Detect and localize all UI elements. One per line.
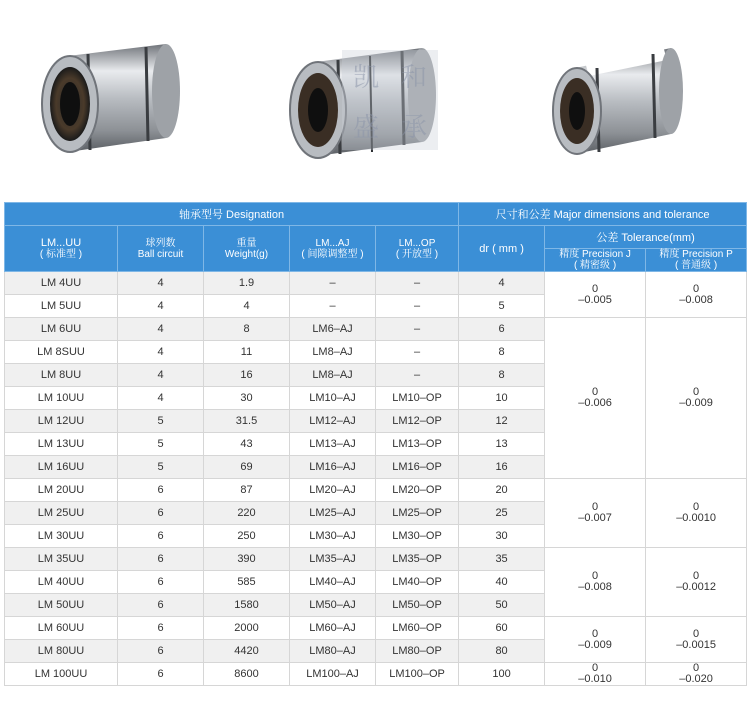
tolerance-lower: –0.0010: [676, 512, 716, 524]
product-photos: [0, 0, 750, 200]
cell-op-model: LM13–OP: [376, 433, 459, 456]
cell-ball-circuit: 4: [118, 318, 204, 341]
col-header-op-sub: ( 开放型 ): [395, 248, 439, 260]
cell-model: LM 20UU: [5, 479, 118, 502]
tolerance-upper: 0: [592, 662, 599, 674]
cell-ball-circuit: 5: [118, 456, 204, 479]
tolerance-lower: –0.007: [578, 512, 612, 524]
cell-ball-circuit: 6: [118, 479, 204, 502]
watermark-char: 凯: [352, 62, 379, 93]
tolerance-cell-j: [545, 272, 646, 318]
cell-dr: 20: [459, 479, 545, 502]
major-dimensions-header: 尺寸和公差 Major dimensions and tolerance: [459, 203, 747, 226]
cell-weight: 69: [204, 456, 290, 479]
cell-dr: 25: [459, 502, 545, 525]
cell-weight: 30: [204, 387, 290, 410]
designation-header: 轴承型号 Designation: [5, 203, 459, 226]
cell-op-model: LM20–OP: [376, 479, 459, 502]
cell-weight: 11: [204, 341, 290, 364]
cell-aj-model: LM20–AJ: [290, 479, 376, 502]
cell-model: LM 35UU: [5, 548, 118, 571]
table-row: [5, 663, 747, 686]
col-header-precision-j-label: 精度 Precision J: [559, 249, 631, 260]
tolerance-lower: –0.006: [578, 397, 612, 409]
tolerance-upper: 0: [592, 501, 599, 513]
tolerance-lower: –0.008: [679, 293, 713, 306]
cell-dr: 4: [459, 272, 545, 295]
col-header-model-sub: ( 标准型 ): [39, 249, 83, 260]
tolerance-upper: 0: [592, 386, 599, 398]
col-header-precision-j: [545, 249, 646, 272]
cell-model: LM 10UU: [5, 387, 118, 410]
cell-op-model: –: [376, 318, 459, 341]
cell-weight: 16: [204, 364, 290, 387]
watermark-char: 盛: [352, 112, 379, 143]
tolerance-lower: –0.020: [679, 673, 713, 685]
cell-model: LM 12UU: [5, 410, 118, 433]
tolerance-cell-p: [646, 663, 747, 686]
specification-table: [4, 202, 747, 686]
col-header-dr: dr ( mm ): [459, 226, 545, 272]
col-header-precision-p-label: 精度 Precision P: [659, 249, 733, 260]
tolerance-lower: –0.009: [679, 397, 713, 409]
cell-weight: 87: [204, 479, 290, 502]
cell-dr: 80: [459, 640, 545, 663]
col-header-aj: [290, 226, 376, 272]
tolerance-header: 公差 Tolerance(mm): [545, 226, 747, 249]
tolerance-upper: 0: [592, 627, 599, 640]
cell-aj-model: LM8–AJ: [290, 364, 376, 387]
cell-ball-circuit: 4: [118, 364, 204, 387]
cell-dr: 60: [459, 617, 545, 640]
cell-aj-model: LM8–AJ: [290, 341, 376, 364]
cell-aj-model: LM30–AJ: [290, 525, 376, 548]
tolerance-upper: 0: [693, 501, 700, 513]
cell-weight: 31.5: [204, 410, 290, 433]
cell-dr: 6: [459, 318, 545, 341]
cell-dr: 50: [459, 594, 545, 617]
cell-aj-model: LM12–AJ: [290, 410, 376, 433]
cell-model: LM 8UU: [5, 364, 118, 387]
cell-model: LM 80UU: [5, 640, 118, 663]
tolerance-cell-j: [545, 617, 646, 663]
cell-dr: 8: [459, 341, 545, 364]
col-header-op: [376, 226, 459, 272]
cell-dr: 8: [459, 364, 545, 387]
cell-op-model: LM30–OP: [376, 525, 459, 548]
col-header-weight-label: 重量: [236, 237, 257, 249]
cell-aj-model: LM50–AJ: [290, 594, 376, 617]
table-row: [5, 318, 747, 341]
col-header-weight-sub: Weight(g): [224, 248, 269, 260]
tolerance-upper: 0: [693, 386, 700, 398]
cell-weight: 220: [204, 502, 290, 525]
cell-model: LM 8SUU: [5, 341, 118, 364]
tolerance-cell-j: [545, 479, 646, 548]
cell-dr: 5: [459, 295, 545, 318]
tolerance-upper: 0: [592, 570, 599, 582]
cell-dr: 13: [459, 433, 545, 456]
tolerance-upper: 0: [592, 282, 599, 295]
cell-model: LM 4UU: [5, 272, 118, 295]
cell-ball-circuit: 6: [118, 594, 204, 617]
tolerance-cell-p: [646, 548, 747, 617]
tolerance-cell-j: [545, 548, 646, 617]
col-header-ball: [118, 226, 204, 272]
cell-ball-circuit: 4: [118, 295, 204, 318]
cell-ball-circuit: 4: [118, 341, 204, 364]
tolerance-lower: –0.009: [578, 638, 612, 651]
cell-op-model: LM12–OP: [376, 410, 459, 433]
tolerance-lower: –0.0012: [676, 581, 716, 593]
cell-model: LM 5UU: [5, 295, 118, 318]
cell-weight: 8600: [204, 663, 290, 686]
cell-ball-circuit: 4: [118, 272, 204, 295]
cell-aj-model: LM35–AJ: [290, 548, 376, 571]
tolerance-cell-p: [646, 617, 747, 663]
cell-model: LM 16UU: [5, 456, 118, 479]
cell-aj-model: LM80–AJ: [290, 640, 376, 663]
cell-weight: 2000: [204, 617, 290, 640]
cell-op-model: LM50–OP: [376, 594, 459, 617]
tolerance-upper: 0: [693, 662, 700, 674]
col-header-model-label: LM...UU: [40, 237, 82, 249]
cell-ball-circuit: 5: [118, 410, 204, 433]
cell-op-model: –: [376, 364, 459, 387]
col-header-aj-label: LM...AJ: [315, 237, 350, 249]
cell-ball-circuit: 6: [118, 548, 204, 571]
cell-weight: 43: [204, 433, 290, 456]
table-row: [5, 479, 747, 502]
cell-weight: 390: [204, 548, 290, 571]
col-header-op-label: LM...OP: [398, 237, 436, 249]
cell-model: LM 30UU: [5, 525, 118, 548]
cell-weight: 585: [204, 571, 290, 594]
cell-model: LM 60UU: [5, 617, 118, 640]
cell-aj-model: LM6–AJ: [290, 318, 376, 341]
cell-op-model: LM40–OP: [376, 571, 459, 594]
cell-model: LM 100UU: [5, 663, 118, 686]
cell-dr: 16: [459, 456, 545, 479]
cell-ball-circuit: 5: [118, 433, 204, 456]
cell-op-model: LM100–OP: [376, 663, 459, 686]
cell-aj-model: –: [290, 272, 376, 295]
cell-model: LM 25UU: [5, 502, 118, 525]
cell-op-model: –: [376, 272, 459, 295]
tolerance-cell-j: [545, 663, 646, 686]
tolerance-lower: –0.010: [578, 673, 612, 685]
cell-dr: 35: [459, 548, 545, 571]
cell-aj-model: –: [290, 295, 376, 318]
tolerance-lower: –0.008: [578, 581, 612, 593]
cell-op-model: –: [376, 295, 459, 318]
cell-op-model: LM10–OP: [376, 387, 459, 410]
cell-op-model: LM16–OP: [376, 456, 459, 479]
cell-dr: 12: [459, 410, 545, 433]
cell-weight: 8: [204, 318, 290, 341]
tolerance-lower: –0.005: [578, 293, 612, 306]
cell-op-model: LM25–OP: [376, 502, 459, 525]
cell-op-model: LM60–OP: [376, 617, 459, 640]
tolerance-cell-p: [646, 318, 747, 479]
cell-dr: 30: [459, 525, 545, 548]
col-header-weight: [204, 226, 290, 272]
cell-aj-model: LM13–AJ: [290, 433, 376, 456]
tolerance-cell-j: [545, 318, 646, 479]
cell-weight: 4420: [204, 640, 290, 663]
cell-op-model: LM80–OP: [376, 640, 459, 663]
tolerance-cell-p: [646, 272, 747, 318]
cell-aj-model: LM100–AJ: [290, 663, 376, 686]
cell-weight: 1580: [204, 594, 290, 617]
cell-weight: 4: [204, 295, 290, 318]
col-header-aj-sub: ( 间隙调整型 ): [301, 248, 364, 260]
cell-ball-circuit: 6: [118, 663, 204, 686]
cell-ball-circuit: 6: [118, 640, 204, 663]
col-header-precision-j-sub: ( 精密级 ): [573, 260, 617, 271]
tolerance-upper: 0: [693, 282, 700, 295]
tolerance-upper: 0: [693, 570, 700, 582]
tolerance-cell-p: [646, 479, 747, 548]
table-row: [5, 548, 747, 571]
cell-dr: 10: [459, 387, 545, 410]
cell-model: LM 40UU: [5, 571, 118, 594]
table-row: [5, 617, 747, 640]
cell-op-model: LM35–OP: [376, 548, 459, 571]
watermark-logo: [342, 50, 438, 150]
col-header-precision-p: [646, 249, 747, 272]
cell-dr: 100: [459, 663, 545, 686]
cell-model: LM 6UU: [5, 318, 118, 341]
cell-op-model: –: [376, 341, 459, 364]
table-row: [5, 272, 747, 295]
cell-aj-model: LM40–AJ: [290, 571, 376, 594]
col-header-ball-label: 球列数: [145, 237, 176, 249]
bearing-open-image: [545, 38, 705, 178]
cell-ball-circuit: 6: [118, 502, 204, 525]
cell-aj-model: LM25–AJ: [290, 502, 376, 525]
watermark-char: 和: [400, 62, 427, 93]
cell-model: LM 13UU: [5, 433, 118, 456]
cell-ball-circuit: 6: [118, 617, 204, 640]
cell-ball-circuit: 6: [118, 571, 204, 594]
watermark-char: 承: [400, 112, 427, 143]
cell-dr: 40: [459, 571, 545, 594]
cell-weight: 250: [204, 525, 290, 548]
cell-weight: 1.9: [204, 272, 290, 295]
table-body: [5, 272, 747, 686]
col-header-precision-p-sub: ( 普通级 ): [674, 260, 718, 271]
cell-aj-model: LM10–AJ: [290, 387, 376, 410]
tolerance-upper: 0: [693, 627, 700, 640]
cell-model: LM 50UU: [5, 594, 118, 617]
col-header-ball-sub: Ball circuit: [137, 248, 184, 260]
col-header-model: [5, 226, 118, 272]
cell-ball-circuit: 4: [118, 387, 204, 410]
cell-aj-model: LM60–AJ: [290, 617, 376, 640]
cell-aj-model: LM16–AJ: [290, 456, 376, 479]
tolerance-lower: –0.0015: [676, 638, 716, 651]
bearing-closed-image: [38, 28, 198, 178]
cell-ball-circuit: 6: [118, 525, 204, 548]
